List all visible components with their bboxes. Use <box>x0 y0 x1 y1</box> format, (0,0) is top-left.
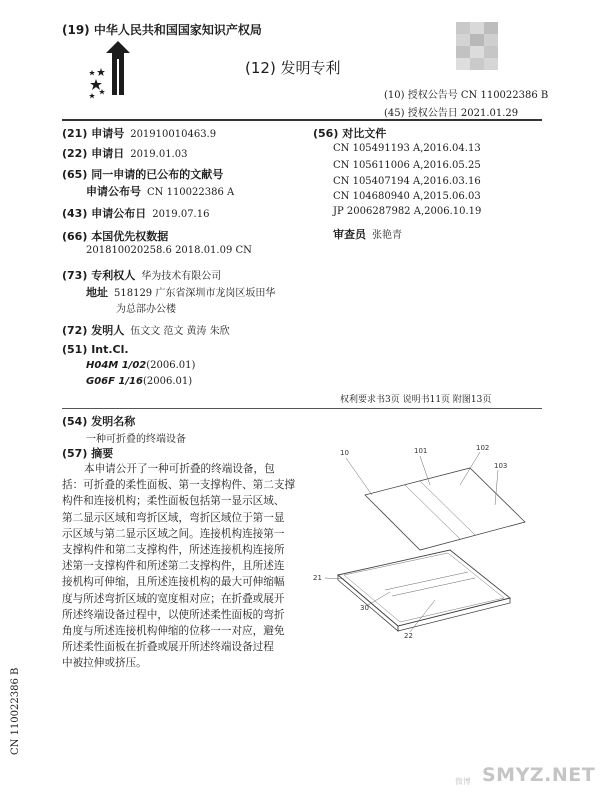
abstract-line: 构件和连接机构；柔性面板包括第一显示区域、 <box>62 495 285 508</box>
priority-value: 201810020258.6 2018.01.09 CN <box>86 245 252 256</box>
abstract-line: 示区域与第二显示区域之间。连接机构连接第一 <box>62 527 285 540</box>
ipc-2 <box>86 376 192 387</box>
application-number-label: (21) 申请号 <box>62 127 125 140</box>
patent-drawing <box>310 440 550 640</box>
abstract-line: 所述柔性面板在折叠或展开所述终端设备过程 <box>62 641 274 654</box>
publication-date-value: 2019.07.16 <box>152 209 210 220</box>
examiner-value: 张艳青 <box>372 230 402 241</box>
citation-item: CN 105491193 A,2016.04.13 <box>333 143 481 154</box>
site-watermark: SMYZ.NET <box>482 764 596 786</box>
examiner-label: 审查员 <box>333 228 366 241</box>
figure-label: 102 <box>476 444 490 452</box>
int-cl-label: (51) Int.Cl. <box>62 343 129 356</box>
inventor-label: (72) 发明人 <box>62 324 125 337</box>
abstract-line: 中被拉伸或挤压。 <box>62 657 147 670</box>
abstract-line: 所述终端设备过程中，以使所述柔性面板的弯折 <box>62 608 285 621</box>
section-divider <box>62 408 542 409</box>
abstract-line: 本申请公开了一种可折叠的终端设备，包 <box>84 463 275 475</box>
publication-no-label: 申请公布号 <box>86 185 141 198</box>
abstract-line: 角度与所述连接机构伸缩的位移一一对应，避免 <box>62 625 285 638</box>
publication-number: (10) 授权公告号 CN 110022386 B <box>384 90 549 101</box>
ipc-2-code: G06F 1/16 <box>86 376 143 387</box>
abstract-label: (57) 摘要 <box>62 447 114 460</box>
document-type: (12) 发明专利 <box>245 59 341 77</box>
ipc-2-version: (2006.01) <box>142 376 193 387</box>
ipc-1-code: H04M 1/02 <box>86 360 147 371</box>
patentee-value: 华为技术有限公司 <box>141 271 222 282</box>
field-73 <box>62 267 221 283</box>
publication-no-value: CN 110022386 A <box>147 187 235 198</box>
figure-label: 101 <box>414 447 428 455</box>
barcode-mosaic <box>456 22 498 70</box>
figure-label: 21 <box>313 574 322 582</box>
field-65-sub <box>86 183 234 199</box>
ipc-1 <box>86 360 195 371</box>
side-patent-number: CN 110022386 B <box>10 667 21 755</box>
abstract-line: 接机构可伸缩，且所述连接机构的最大可伸缩幅 <box>62 576 285 589</box>
application-date-value: 2019.01.03 <box>130 149 188 160</box>
invention-title-label: (54) 发明名称 <box>62 415 136 428</box>
invention-title: 一种可折叠的终端设备 <box>86 434 186 445</box>
inventor-value: 伍文文 范文 黄涛 朱欣 <box>130 326 230 337</box>
field-22 <box>62 145 187 161</box>
citation-item: CN 105611006 A,2016.05.25 <box>333 160 481 171</box>
header-divider <box>62 119 542 121</box>
abstract-line: 括：可折叠的柔性面板、第一支撑构件、第二支撑 <box>62 479 296 492</box>
abstract-line: 述第一支撑构件和所述第二支撑构件，且所述连 <box>62 560 285 573</box>
figure-label: 30 <box>360 604 369 612</box>
patent-office-logo <box>88 37 148 107</box>
publication-date: (45) 授权公告日 2021.01.29 <box>384 108 519 119</box>
address <box>86 284 275 300</box>
figure-label: 10 <box>340 449 349 457</box>
figure-label: 103 <box>494 462 508 470</box>
references-label: (56) 对比文件 <box>313 127 387 140</box>
citation-item: CN 105407194 A,2016.03.16 <box>333 176 481 187</box>
figure-label: 22 <box>404 632 413 640</box>
field-43 <box>62 205 209 221</box>
field-65-label: (65) 同一申请的已公布的文献号 <box>62 168 224 181</box>
abstract-text <box>62 461 302 672</box>
page-counts: 权利要求书3页 说明书11页 附图13页 <box>340 395 492 405</box>
citation-item: JP 2006287982 A,2006.10.19 <box>333 206 482 217</box>
ipc-1-version: (2006.01) <box>146 360 196 371</box>
publication-date-label: (43) 申请公布日 <box>62 207 147 220</box>
field-72 <box>62 322 230 338</box>
weibo-watermark: 微博 <box>455 777 471 786</box>
abstract-line: 第二显示区域和弯折区域，弯折区域位于第一显 <box>62 511 285 524</box>
address-line-2: 为总部办公楼 <box>116 304 176 315</box>
office-name: (19) 中华人民共和国国家知识产权局 <box>62 23 262 37</box>
priority-label: (66) 本国优先权数据 <box>62 230 169 243</box>
application-date-label: (22) 申请日 <box>62 147 125 160</box>
citation-item: CN 104680940 A,2015.06.03 <box>333 191 481 202</box>
examiner <box>333 226 402 242</box>
address-line-1: 518129 广东省深圳市龙岗区坂田华 <box>114 288 276 299</box>
abstract-line: 度与所述弯折区域的宽度相对应；在折叠或展开 <box>62 592 285 605</box>
abstract-line: 支撑构件和第二支撑构件，所述连接机构连接所 <box>62 544 285 557</box>
patentee-label: (73) 专利权人 <box>62 269 136 282</box>
application-number-value: 201910010463.9 <box>130 129 217 140</box>
field-21 <box>62 125 216 141</box>
address-label: 地址 <box>86 286 108 299</box>
